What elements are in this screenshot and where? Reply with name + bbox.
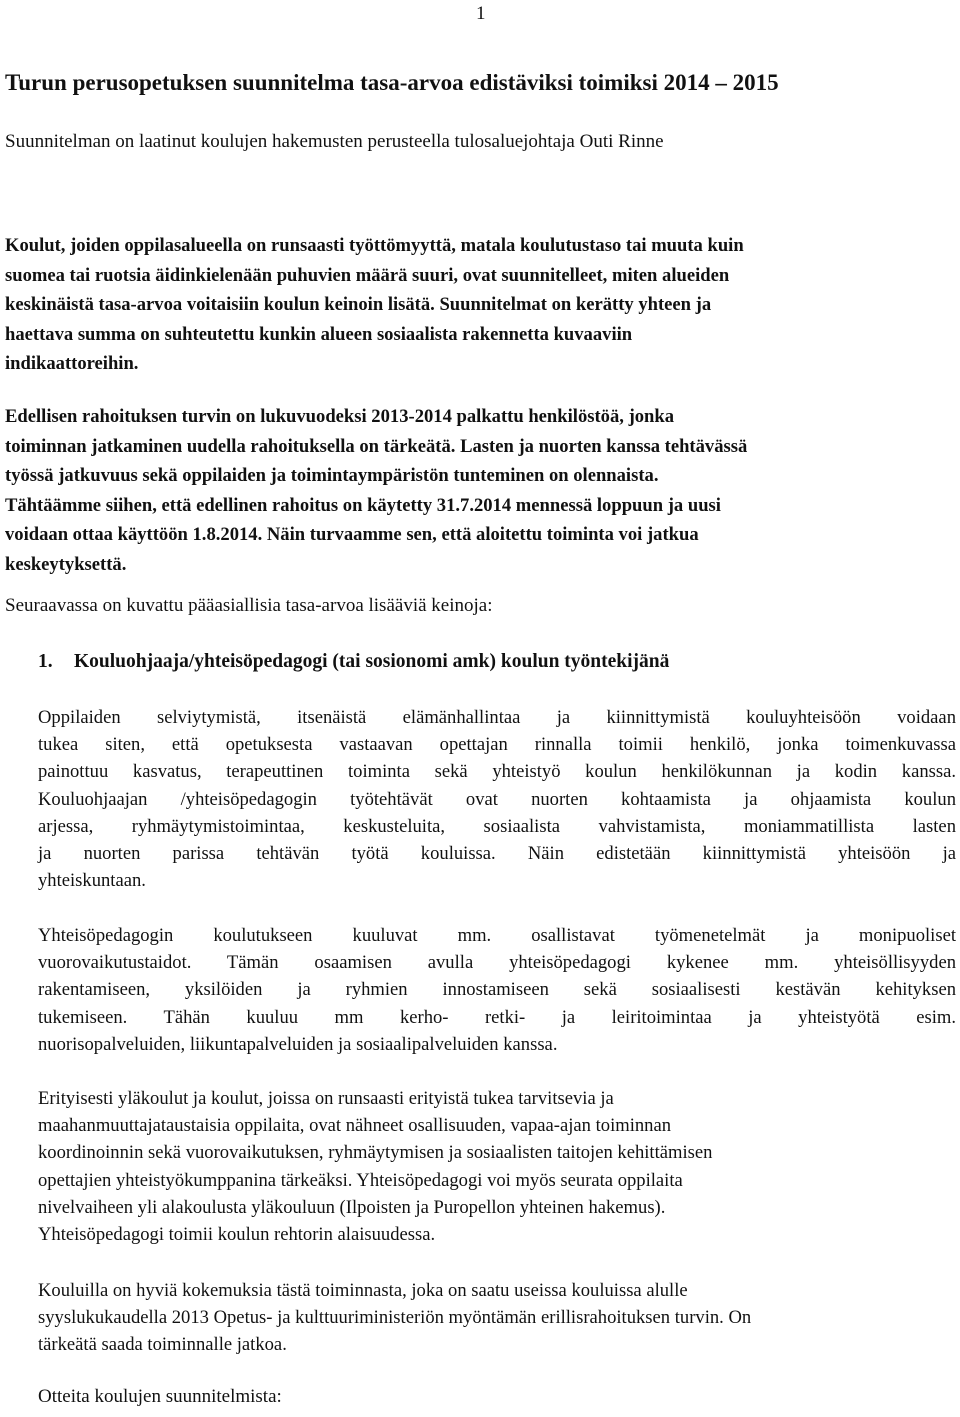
text-line: Yhteisöpedagogi toimii koulun rehtorin alaisuudessa. [38, 1224, 436, 1246]
text-line: yhteiskuntaan. [38, 870, 146, 892]
text-line: vuorovaikutustaidot. Tämän osaamisen avulla yhteisöpedagogi kykenee mm. yhteisöllisyyden [38, 952, 956, 974]
text-line: tukemiseen. Tähän kuuluu mm kerho- retki- ja leiritoimintaa ja yhteistyötä esim. [38, 1006, 956, 1028]
text-line: Oppilaiden selviytymistä, itsenäistä elämänhallintaa ja kiinnittymistä kouluyhteisöön voidaan [38, 707, 956, 728]
text-line: keskinäistä tasa-arvoa voitaisiin koulun keinoin lisätä. Suunnitelmat on kerätty yhteen ja [5, 294, 712, 315]
text-line: syyslukukaudella 2013 Opetus- ja kulttuuriministeriön myöntämän erillisrahoituksen turvin. On [38, 1307, 752, 1329]
text-line: voidaan ottaa käyttöön 1.8.2014. Näin turvaamme sen, että aloitettu toiminta voi jatkua [5, 524, 699, 545]
text-line: Kouluohjaajan /yhteisöpedagogin työtehtävät ovat nuorten kohtaamista ja ohjaamista koulun [38, 788, 956, 810]
intro-paragraph-2 [5, 402, 950, 579]
text-line: haettava summa on suhteutettu kunkin alueen sosiaalista rakennetta kuvaaviin [5, 323, 633, 345]
text-line: maahanmuuttajataustaisia oppilaita, ovat nähneet osallisuuden, vapaa-ajan toiminnan [38, 1115, 672, 1137]
text-line: koordinoinnin sekä vuorovaikutuksen, ryhmäytymisen ja sosiaalisten taitojen kehittämisen [38, 1142, 713, 1164]
text-line: indikaattoreihin. [5, 353, 139, 374]
text-line: Kouluilla on hyviä kokemuksia tästä toiminnasta, joka on saatu useissa kouluissa alulle [38, 1280, 688, 1301]
text-line: Erityisesti yläkoulut ja koulut, joissa on runsaasti erityistä tukea tarvitsevia ja [38, 1088, 614, 1109]
section-paragraph-2 [38, 922, 956, 1058]
text-line: toiminnan jatkaminen uudella rahoituksella on tärkeätä. Lasten ja nuorten kanssa tehtävässä [5, 435, 748, 457]
lead-text: Seuraavassa on kuvattu pääasiallisia tasa-arvoa lisääviä keinoja: [5, 595, 493, 616]
section-heading [38, 651, 669, 673]
text-line: Edellisen rahoituksen turvin on lukuvuodeksi 2013-2014 palkattu henkilöstöä, jonka [5, 406, 675, 427]
page-number: 1 [476, 3, 486, 24]
text-line: keskeytyksettä. [5, 553, 127, 575]
section-paragraph-3 [38, 1085, 956, 1248]
text-line: Yhteisöpedagogin koulutukseen kuuluvat mm. osallistavat työmenetelmät ja monipuoliset [38, 925, 956, 946]
text-line: Tähtäämme siihen, että edellinen rahoitus on käytetty 31.7.2014 mennessä loppuun ja uusi [5, 494, 721, 516]
text-line: rakentamiseen, yksilöiden ja ryhmien innostamiseen sekä sosiaalisesti kestävän kehityksen [38, 979, 956, 1001]
section-heading-text: Kouluohjaaja/yhteisöpedagogi (tai sosionomi amk) koulun työntekijänä [74, 651, 670, 672]
document-title: Turun perusopetuksen suunnitelma tasa-arvoa edistäviksi toimiksi 2014 – 2015 [5, 70, 779, 95]
section-number: 1. [38, 651, 53, 672]
document-subtitle: Suunnitelman on laatinut koulujen hakemusten perusteella tulosaluejohtaja Outi Rinne [5, 131, 664, 152]
section-paragraph-4 [38, 1277, 956, 1359]
text-line: painottuu kasvatus, terapeuttinen toiminta sekä yhteistyö koulun henkilökunnan ja kodin kanssa. [38, 761, 956, 783]
excerpts-label: Otteita koulujen suunnitelmista: [38, 1386, 282, 1407]
text-line: nivelvaiheen yli alakoulusta yläkouluun (Ilpoisten ja Puropellon yhteinen hakemus). [38, 1196, 666, 1218]
text-line: työssä jatkuvuus sekä oppilaiden ja toimintaympäristön tunteminen on olennaista. [5, 465, 659, 486]
text-line: nuorisopalveluiden, liikuntapalveluiden ja sosiaalipalveluiden kanssa. [38, 1033, 558, 1055]
text-line: tärkeätä saada toiminnalle jatkoa. [38, 1334, 287, 1356]
text-line: ja nuorten parissa tehtävän työtä kouluissa. Näin edistetään kiinnittymistä yhteisöön ja [38, 843, 956, 865]
intro-paragraph-1 [5, 231, 950, 379]
text-line: opettajien yhteistyökumppanina tärkeäksi. Yhteisöpedagogi voi myös seurata oppilaita [38, 1169, 683, 1191]
text-line: suomea tai ruotsia äidinkielenään puhuvien määrä suuri, ovat suunnitelleet, miten alueiden [5, 264, 730, 286]
text-line: Koulut, joiden oppilasalueella on runsaasti työttömyyttä, matala koulutustaso tai muuta kuin [5, 235, 744, 256]
section-paragraph-1 [38, 704, 956, 894]
text-line: arjessa, ryhmäytymistoimintaa, keskusteluita, sosiaalista vahvistamista, moniammatillista lasten [38, 815, 956, 837]
text-line: tukea siten, että opetuksesta vastaavan opettajan rinnalla toimii henkilö, jonka toimenkuvassa [38, 734, 956, 756]
